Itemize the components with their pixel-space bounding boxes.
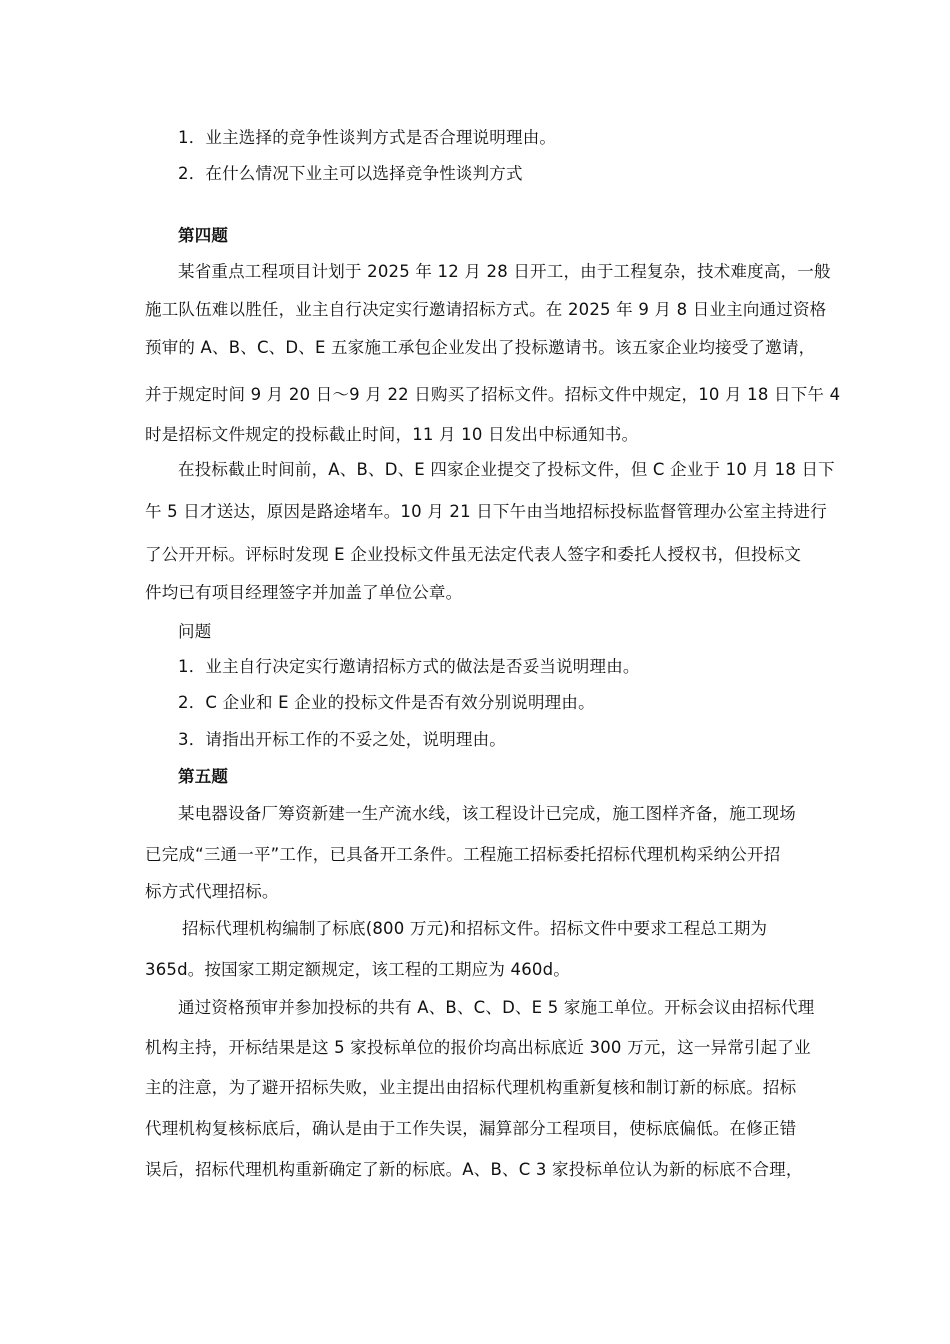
section4-question-1: 1．业主自行决定实行邀请招标方式的做法是否妥当说明理由。 <box>178 657 640 676</box>
section4-para2-line: 午 5 日才送达，原因是路途堵车。10 月 21 日下午由当地招标投标监督管理办公室主持进行 <box>145 502 827 521</box>
section4-para2-line: 在投标截止时间前，A、B、D、E 四家企业提交了投标文件，但 C 企业于 10 月 18 日下 <box>178 460 835 479</box>
section5-title: 第五题 <box>178 767 229 786</box>
section5-para1-line: 已完成“三通一平”工作，已具备开工条件。工程施工招标委托招标代理机构采纳公开招 <box>145 845 781 864</box>
section5-para1-line: 标方式代理招标。 <box>145 882 279 901</box>
section4-title: 第四题 <box>178 226 229 245</box>
section5-para3-line: 通过资格预审并参加投标的共有 A、B、C、D、E 5 家施工单位。开标会议由招标代理 <box>178 998 815 1017</box>
section4-para1-line: 预审的 A、B、C、D、E 五家施工承包企业发出了投标邀请书。该五家企业均接受了邀请， <box>145 338 816 357</box>
section5-para3-line: 主的注意，为了避开招标失败，业主提出由招标代理机构重新复核和制订新的标底。招标 <box>145 1078 797 1097</box>
section5-para3-line: 机构主持，开标结果是这 5 家投标单位的报价均高出标底近 300 万元，这一异常引起了业 <box>145 1038 811 1057</box>
section5-para3-line: 误后，招标代理机构重新确定了新的标底。A、B、C 3 家投标单位认为新的标底不合理， <box>145 1160 803 1179</box>
section4-question-3: 3．请指出开标工作的不妥之处，说明理由。 <box>178 730 506 749</box>
section4-para1-line: 并于规定时间 9 月 20 日～9 月 22 日购买了招标文件。招标文件中规定，10 月 18 日下午 4 <box>145 385 841 404</box>
section4-para2-line: 了公开开标。评标时发现 E 企业投标文件虽无法定代表人签字和委托人授权书，但投标文 <box>145 545 802 564</box>
section4-para2-line: 件均已有项目经理签字并加盖了单位公章。 <box>145 583 463 602</box>
section4-para1-line: 时是招标文件规定的投标截止时间，11 月 10 日发出中标通知书。 <box>145 425 639 444</box>
section5-para3-line: 代理机构复核标底后，确认是由于工作失误，漏算部分工程项目，使标底偏低。在修正错 <box>145 1119 797 1138</box>
q3-question-1: 1．业主选择的竞争性谈判方式是否合理说明理由。 <box>178 128 557 147</box>
section4-question-heading: 问题 <box>178 622 212 641</box>
q3-question-2: 2．在什么情况下业主可以选择竞争性谈判方式 <box>178 164 523 183</box>
section4-para1-line: 施工队伍难以胜任，业主自行决定实行邀请招标方式。在 2025 年 9 月 8 日业主向通过资格 <box>145 300 827 319</box>
section4-para1-line: 某省重点工程项目计划于 2025 年 12 月 28 日开工，由于工程复杂，技术难度高，一般 <box>178 262 831 281</box>
section5-para1-line: 某电器设备厂筹资新建一生产流水线，该工程设计已完成，施工图样齐备，施工现场 <box>178 804 796 823</box>
section5-para2-line: 365d。按国家工期定额规定，该工程的工期应为 460d。 <box>145 960 570 979</box>
section4-question-2: 2．C 企业和 E 企业的投标文件是否有效分别说明理由。 <box>178 693 595 712</box>
section5-para2-line: 招标代理机构编制了标底(800 万元)和招标文件。招标文件中要求工程总工期为 <box>182 919 768 938</box>
